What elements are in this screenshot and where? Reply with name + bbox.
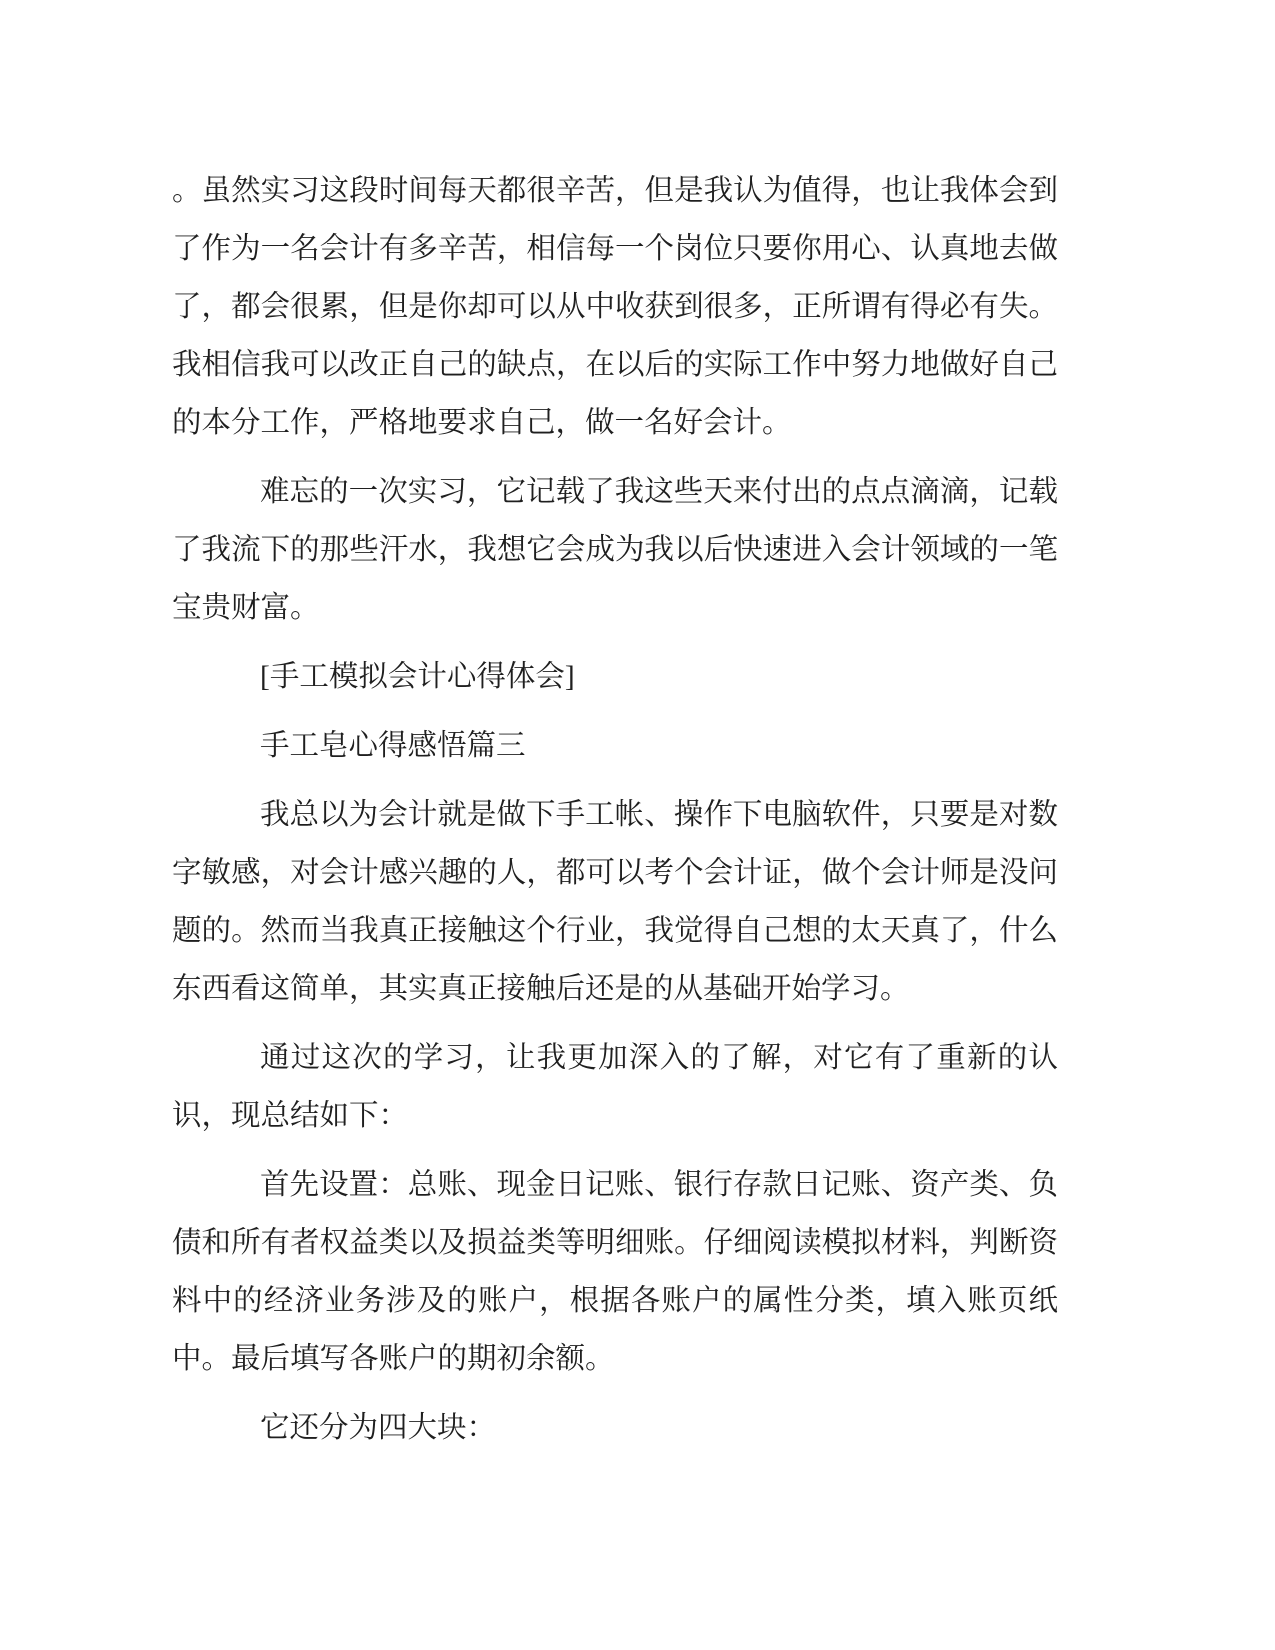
paragraph: 它还分为四大块： — [260, 1412, 497, 1444]
paragraph: 首先设置：总账、现金日记账、银行存款日记账、资产类、负债和所有者权益类以及损益类等明细账。仔细阅读模拟材料，判断资料中的经济业务涉及的账户，根据各账户的属性分类，填入账页纸中。最后填写各账户的期初余额。 — [172, 1169, 1058, 1375]
paragraph: 手工皂心得感悟篇三 — [260, 730, 526, 762]
paragraph: 难忘的一次实习，它记载了我这些天来付出的点点滴滴，记载了我流下的那些汗水，我想它会成为我以后快速进入会计领域的一笔宝贵财富。 — [172, 476, 1058, 624]
paragraph: 通过这次的学习，让我更加深入的了解，对它有了重新的认识，现总结如下： — [172, 1042, 1058, 1132]
paragraph: [手工模拟会计心得体会] — [260, 661, 575, 693]
document-body — [172, 162, 1058, 1457]
paragraph: 我总以为会计就是做下手工帐、操作下电脑软件，只要是对数字敏感，对会计感兴趣的人，都可以考个会计证，做个会计师是没问题的。然而当我真正接触这个行业，我觉得自己想的太天真了，什么东西看这简单，其实真正接触后还是的从基础开始学习。 — [172, 799, 1058, 1005]
paragraph: 。虽然实习这段时间每天都很辛苦，但是我认为值得，也让我体会到了作为一名会计有多辛苦，相信每一个岗位只要你用心、认真地去做了，都会很累，但是你却可以从中收获到很多，正所谓有得必有失。我相信我可以改正自己的缺点，在以后的实际工作中努力地做好自己的本分工作，严格地要求自己，做一名好会计。 — [172, 175, 1058, 439]
